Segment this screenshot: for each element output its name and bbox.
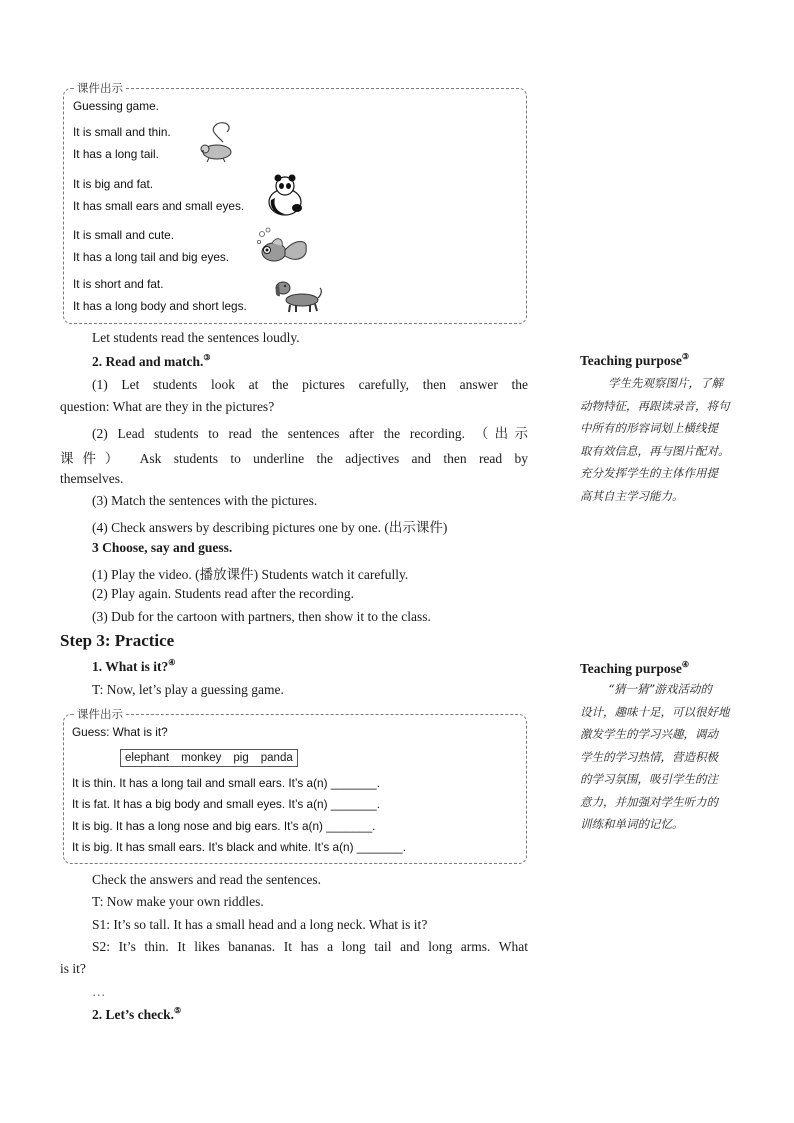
teaching-purpose-3-body: [580, 372, 750, 507]
student-1-line: S1: It’s so tall. It has a small head and a long neck. What is it?: [92, 917, 428, 932]
choose-step-1: (1) Play the video. (播放课件) Students watch it carefully.: [92, 567, 409, 582]
teacher-guessing-line: T: Now, let’s play a guessing game.: [92, 682, 284, 697]
courseware-label-2: 课件出示: [74, 706, 126, 722]
what-is-it-heading-text: 1. What is it?: [92, 659, 169, 674]
lets-check-heading-text: 2. Let’s check.: [92, 1007, 174, 1022]
footnote-5-marker: ⑤: [173, 1006, 182, 1015]
footnote-4-side-marker: ④: [681, 660, 690, 669]
teaching-purpose-3-text: Teaching purpose: [580, 353, 682, 368]
read-match-heading: [92, 353, 211, 370]
purpose-3-line: 充分发挥学生的主体作用提: [580, 466, 718, 480]
step-1-line-a: (1) Let students look at the pictures carefully, then answer the: [92, 377, 528, 392]
teaching-purpose-4-body: [580, 678, 750, 836]
guess-prompt: Guess: What is it?: [72, 725, 168, 739]
step-4-line: (4) Check answers by describing pictures one by one. (出示课件): [92, 520, 448, 535]
footnote-4-marker: ④: [168, 658, 176, 667]
word-bank: [120, 749, 298, 767]
word-bank-item: elephant: [125, 752, 170, 764]
purpose-3-line: 取有效信息，再与图片配对。: [580, 443, 730, 458]
word-bank-item: monkey: [181, 752, 222, 764]
mouse-picture: [195, 120, 241, 164]
box1-title: Guessing game.: [73, 99, 159, 113]
purpose-4-line: 设计，趣味十足，可以很好地: [580, 704, 730, 719]
riddle-4-line-2: It has a long body and short legs.: [73, 299, 247, 313]
step-3-heading: Step 3: Practice: [60, 631, 175, 650]
step-2-line-a: (2) Lead students to read the sentences after the recording. （出示: [92, 426, 528, 441]
teaching-purpose-3-title: [580, 352, 689, 369]
step-1-line-b: question: What are they in the pictures?: [60, 399, 275, 414]
riddle-2-line-2: It has small ears and small eyes.: [73, 199, 245, 213]
choose-step-3: (3) Dub for the cartoon with partners, then show it to the class.: [92, 609, 431, 624]
ellipsis: …: [92, 984, 106, 999]
purpose-4-line: “猜一猜”游戏活动的: [608, 682, 712, 696]
read-match-heading-text: 2. Read and match.: [92, 354, 204, 369]
riddle-3-line-1: It is small and cute.: [73, 228, 174, 242]
riddle-2-line-1: It is big and fat.: [73, 177, 154, 191]
riddle-1-line-1: It is small and thin.: [73, 125, 171, 139]
purpose-4-line: 的学习氛围，吸引学生的注: [580, 772, 718, 786]
step-3-line: (3) Match the sentences with the pictures.: [92, 493, 318, 508]
student-2-line-b: is it?: [60, 961, 86, 976]
purpose-4-line: 训练和单词的记忆。: [580, 817, 684, 831]
word-bank-item: panda: [260, 752, 293, 764]
step-2-line-c: themselves.: [60, 471, 124, 486]
purpose-3-line: 动物特征，再跟读录音，将句: [580, 398, 730, 413]
check-answers-line: Check the answers and read the sentences.: [92, 872, 322, 887]
purpose-3-line: 高其自主学习能力。: [580, 488, 684, 503]
footnote-3-side-marker: ③: [681, 352, 690, 361]
dachshund-picture: [272, 274, 324, 316]
footnote-3-marker: ③: [203, 353, 211, 362]
guess-sentence-1: It is thin. It has a long tail and small ears. It’s a(n) _______.: [72, 776, 380, 790]
purpose-4-line: 意力，并加强对学生听力的: [580, 794, 718, 809]
student-2-line-a: S2: It’s thin. It likes bananas. It has a long tail and long arms. What: [92, 939, 528, 954]
read-loudly-text: Let students read the sentences loudly.: [92, 330, 300, 345]
riddle-4-line-1: It is short and fat.: [73, 277, 164, 291]
goldfish-picture: [252, 226, 310, 268]
purpose-4-line: 学生的学习热情，营造积极: [580, 749, 718, 764]
purpose-3-line: 中所有的形容词划上横线提: [580, 421, 718, 435]
teaching-purpose-4-text: Teaching purpose: [580, 661, 682, 676]
teaching-purpose-4-title: [580, 660, 689, 677]
purpose-3-line: 学生先观察图片，了解: [608, 376, 723, 390]
word-bank-item: pig: [233, 752, 249, 764]
purpose-4-line: 激发学生的学习兴趣，调动: [580, 727, 718, 741]
guess-sentence-4: It is big. It has small ears. It’s black and white. It’s a(n) _______.: [72, 840, 406, 854]
step-2-line-b: 课件） Ask students to underline the adjectives and then read by: [60, 451, 528, 466]
lets-check-heading: [92, 1006, 181, 1023]
guess-sentence-2: It is fat. It has a big body and small eyes. It’s a(n) _______.: [72, 797, 380, 811]
choose-step-2: (2) Play again. Students read after the recording.: [92, 586, 355, 601]
teacher-riddles-line: T: Now make your own riddles.: [92, 894, 264, 909]
what-is-it-heading: [92, 658, 175, 675]
courseware-label: 课件出示: [74, 80, 126, 96]
guess-sentence-3: It is big. It has a long nose and big ears. It’s a(n) _______.: [72, 819, 376, 833]
riddle-1-line-2: It has a long tail.: [73, 147, 159, 161]
choose-heading: 3 Choose, say and guess.: [92, 540, 233, 555]
panda-picture: [265, 174, 307, 218]
riddle-3-line-2: It has a long tail and big eyes.: [73, 250, 230, 264]
